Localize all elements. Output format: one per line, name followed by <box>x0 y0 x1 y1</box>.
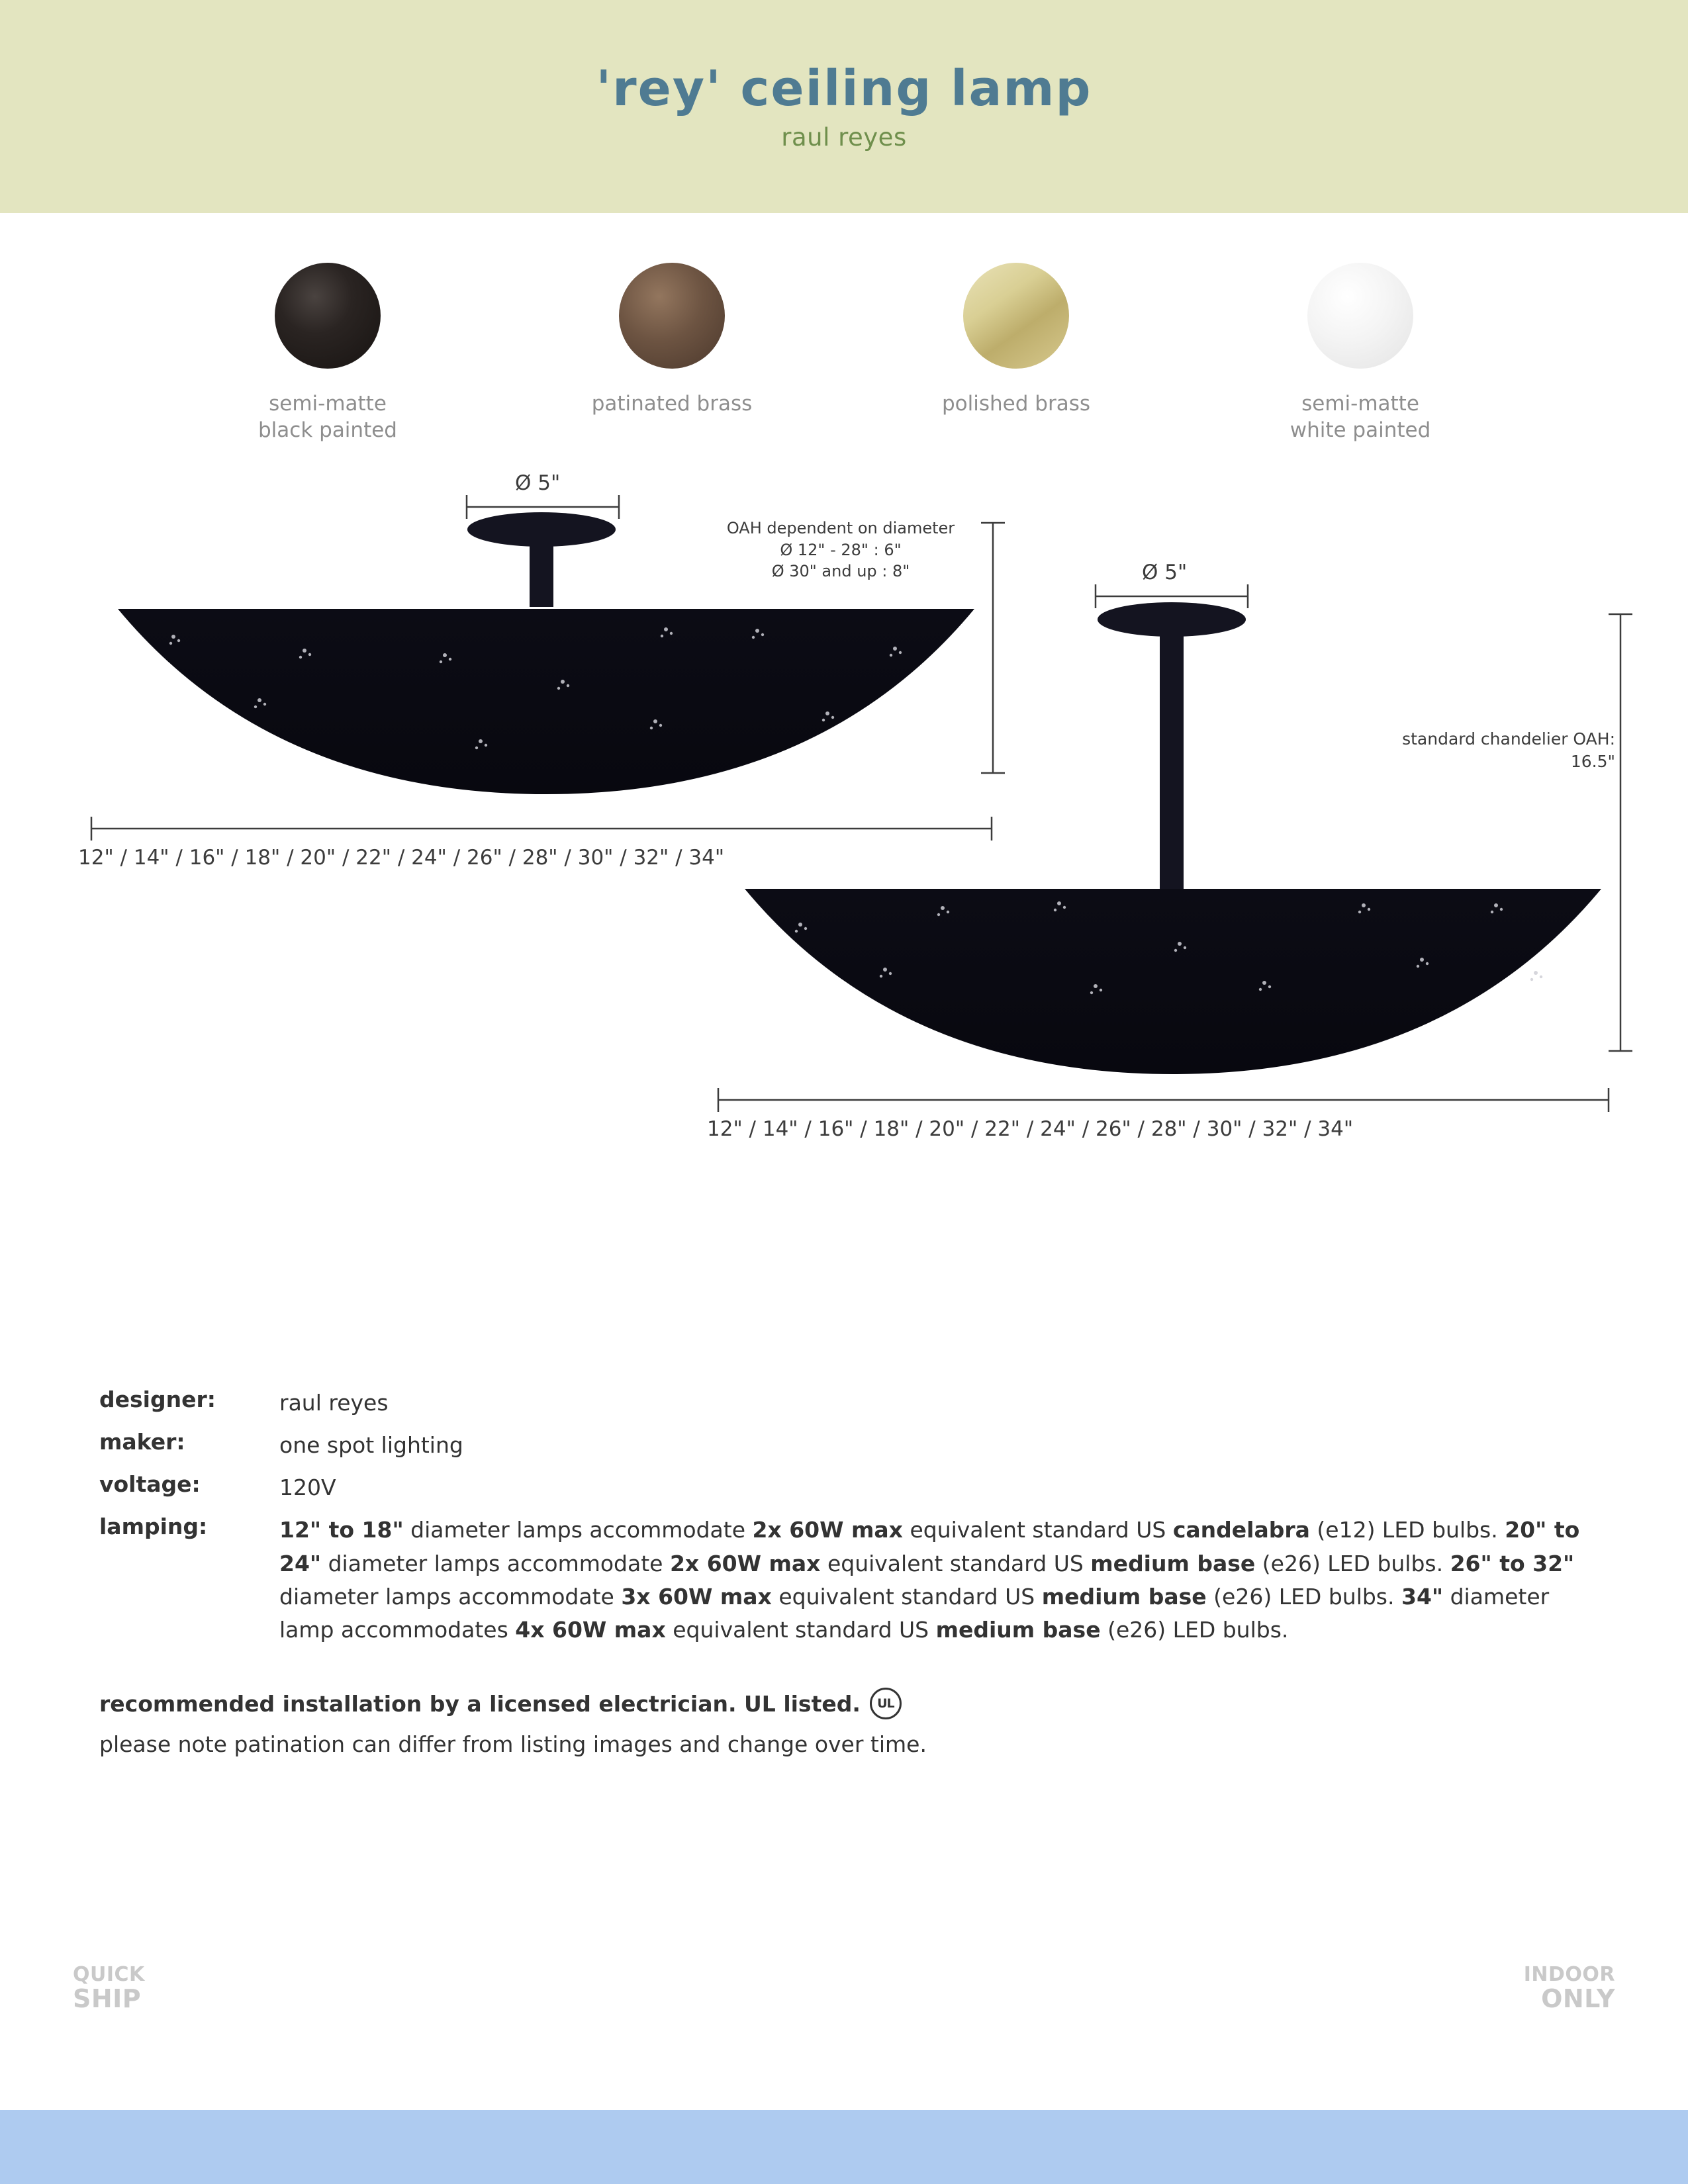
chandelier-oah-label-line2: 16.5" <box>1570 752 1615 772</box>
spec-row-voltage <box>99 1471 1609 1504</box>
product-diagram-area <box>0 463 1688 1304</box>
designer-name: raul reyes <box>781 122 907 152</box>
chandelier-stem <box>1160 627 1184 889</box>
spec-value-voltage: 120V <box>279 1475 336 1501</box>
indoor-only-badge <box>1524 1964 1615 2013</box>
finish-swatch-row <box>0 263 1688 443</box>
swatch-icon-polished-brass[interactable] <box>963 263 1069 369</box>
spec-value-maker: one spot lighting <box>279 1432 463 1459</box>
quick-ship-badge <box>73 1964 145 2013</box>
finish-label-patinated-line1: patinated brass <box>591 392 753 416</box>
flush-oah-note-line3: Ø 30" and up : 8" <box>771 562 910 581</box>
swatch-icon-patinated-brass[interactable] <box>619 263 725 369</box>
flush-shade <box>118 609 974 794</box>
finish-option-semi-matte-white-painted[interactable] <box>1188 263 1532 443</box>
spec-row-lamping <box>99 1514 1609 1647</box>
flush-stem <box>530 537 553 607</box>
footer-color-bar <box>0 2110 1688 2184</box>
installation-note <box>99 1688 1609 1719</box>
chandelier-width-options-label: 12" / 14" / 16" / 18" / 20" / 22" / 24" / 26" / 28" / 30" / 32" / 34" <box>707 1117 1354 1142</box>
spec-key-designer: designer: <box>99 1387 216 1412</box>
spec-value-designer: raul reyes <box>279 1390 389 1416</box>
swatch-icon-white[interactable] <box>1307 263 1413 369</box>
finish-label-black <box>258 391 397 443</box>
installation-note-text: recommended installation by a licensed electrician. UL listed. <box>99 1690 861 1717</box>
ul-listed-icon: UL <box>870 1688 902 1719</box>
finish-label-white-line2: white painted <box>1289 418 1431 442</box>
chandelier-oah-label-line1: standard chandelier OAH: <box>1402 729 1615 749</box>
spec-key-voltage: voltage: <box>99 1471 201 1498</box>
page-title: 'rey' ceiling lamp <box>596 60 1092 117</box>
diagram-svg <box>0 463 1688 1304</box>
spec-row-maker <box>99 1429 1609 1462</box>
finish-option-polished-brass[interactable] <box>844 263 1188 443</box>
finish-label-white <box>1290 391 1431 443</box>
chandelier-canopy-diameter-label: Ø 5" <box>1142 561 1188 585</box>
spec-list <box>99 1387 1609 1757</box>
spec-value-lamping: 12" to 18" diameter lamps accommodate 2x 60W max equivalent standard US candelabra (e12) LED bulbs. 20" to 24" diameter lamps accommodate 2x 60W max equivalent standard US medium base (e26) LED bulbs. 26" to 32" diameter lamps accommodate 3x 60W max equivalent standard US medium base (e26) LED bulbs. 34" diameter lamp accommodates 4x 60W max equivalent standard US medium base (e26) LED bulbs. <box>279 1517 1580 1643</box>
finish-label-black-line1: semi-matte <box>269 392 387 416</box>
flush-oah-note-line2: Ø 12" - 28" : 6" <box>780 540 902 559</box>
finish-option-semi-matte-black-painted[interactable] <box>156 263 500 443</box>
flush-width-options-label: 12" / 14" / 16" / 18" / 20" / 22" / 24" / 26" / 28" / 30" / 32" / 34" <box>78 846 725 870</box>
finish-label-patinated-brass <box>592 391 753 418</box>
indoor-only-line1: INDOOR <box>1523 1963 1615 1986</box>
patination-note: please note patination can differ from listing images and change over time. <box>99 1731 927 1758</box>
finish-label-white-line1: semi-matte <box>1301 392 1419 416</box>
finish-label-black-line2: black painted <box>258 418 397 442</box>
finish-option-patinated-brass[interactable] <box>500 263 844 443</box>
page-header <box>0 0 1688 213</box>
chandelier-shade <box>745 889 1601 1074</box>
swatch-icon-black[interactable] <box>275 263 381 369</box>
indoor-only-line2: ONLY <box>1541 1984 1615 2014</box>
quick-ship-line1: QUICK <box>73 1963 145 1986</box>
flush-canopy-diameter-label: Ø 5" <box>515 471 561 496</box>
quick-ship-line2: SHIP <box>73 1984 142 2014</box>
spec-key-maker: maker: <box>99 1429 185 1455</box>
flush-oah-note <box>708 518 973 582</box>
flush-oah-note-line1: OAH dependent on diameter <box>726 519 955 538</box>
spec-row-designer <box>99 1387 1609 1420</box>
spec-key-lamping: lamping: <box>99 1514 208 1540</box>
notes-block <box>99 1688 1609 1757</box>
chandelier-oah-label <box>1402 728 1615 773</box>
finish-label-polished-line1: polished brass <box>942 392 1090 416</box>
finish-label-polished-brass <box>942 391 1090 418</box>
